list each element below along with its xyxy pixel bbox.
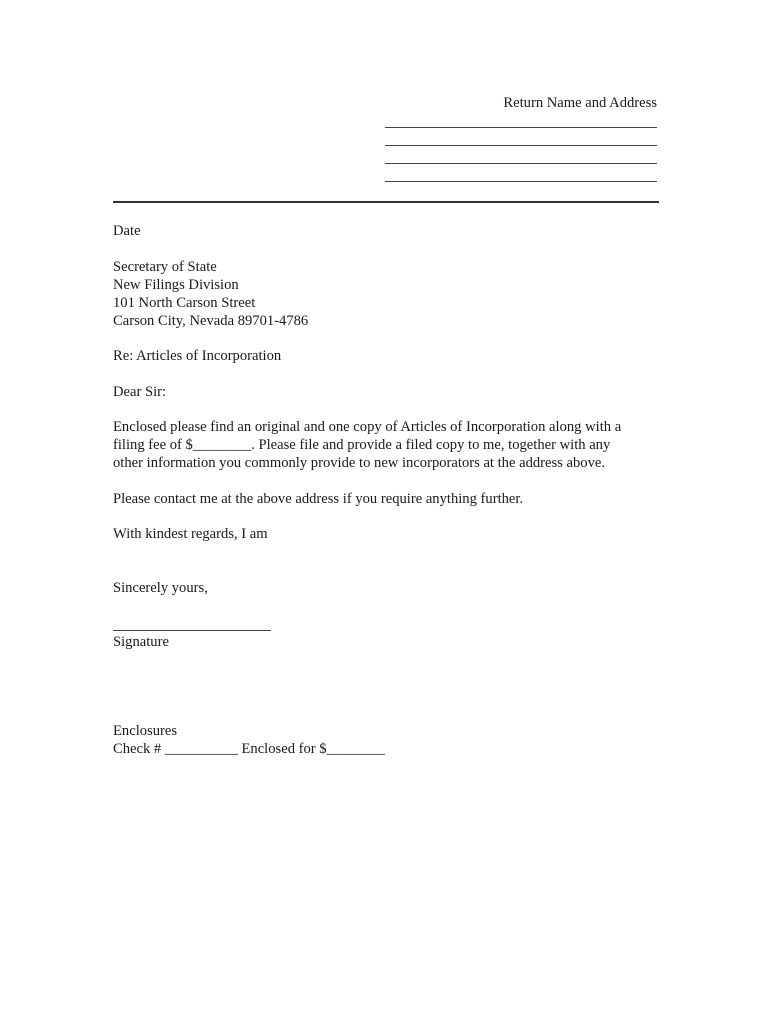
date-label: Date: [113, 223, 141, 239]
return-address-line-2[interactable]: [385, 145, 657, 146]
return-address-heading: Return Name and Address: [503, 95, 657, 111]
recipient-street: 101 North Carson Street: [113, 295, 256, 311]
recipient-city: Carson City, Nevada 89701-4786: [113, 313, 309, 329]
enclosures-label: Enclosures: [113, 723, 178, 739]
signature-label: Signature: [113, 634, 169, 650]
body-paragraph-1: [113, 418, 659, 472]
body-paragraph-2: Please contact me at the above address if you require anything further.: [113, 491, 524, 507]
subject-line: Re: Articles of Incorporation: [113, 348, 282, 364]
recipient-division: New Filings Division: [113, 277, 239, 293]
return-address-line-4[interactable]: [385, 181, 657, 182]
body-paragraph-1-line-3: other information you commonly provide to new incorporators at the address above.: [113, 455, 606, 471]
signature-line[interactable]: [113, 630, 271, 631]
salutation: Dear Sir:: [113, 384, 167, 400]
closing: Sincerely yours,: [113, 580, 208, 596]
header-divider: [113, 201, 659, 203]
body-paragraph-1-line-2: filing fee of $________. Please file and provide a filed copy to me, together with any: [113, 437, 611, 453]
check-enclosed-line: Check # __________ Enclosed for $________: [113, 741, 385, 757]
return-address-line-3[interactable]: [385, 163, 657, 164]
recipient-name: Secretary of State: [113, 259, 217, 275]
body-paragraph-1-line-1: Enclosed please find an original and one copy of Articles of Incorporation along with a: [113, 419, 622, 435]
return-address-line-1[interactable]: [385, 127, 657, 128]
body-paragraph-3: With kindest regards, I am: [113, 526, 268, 542]
